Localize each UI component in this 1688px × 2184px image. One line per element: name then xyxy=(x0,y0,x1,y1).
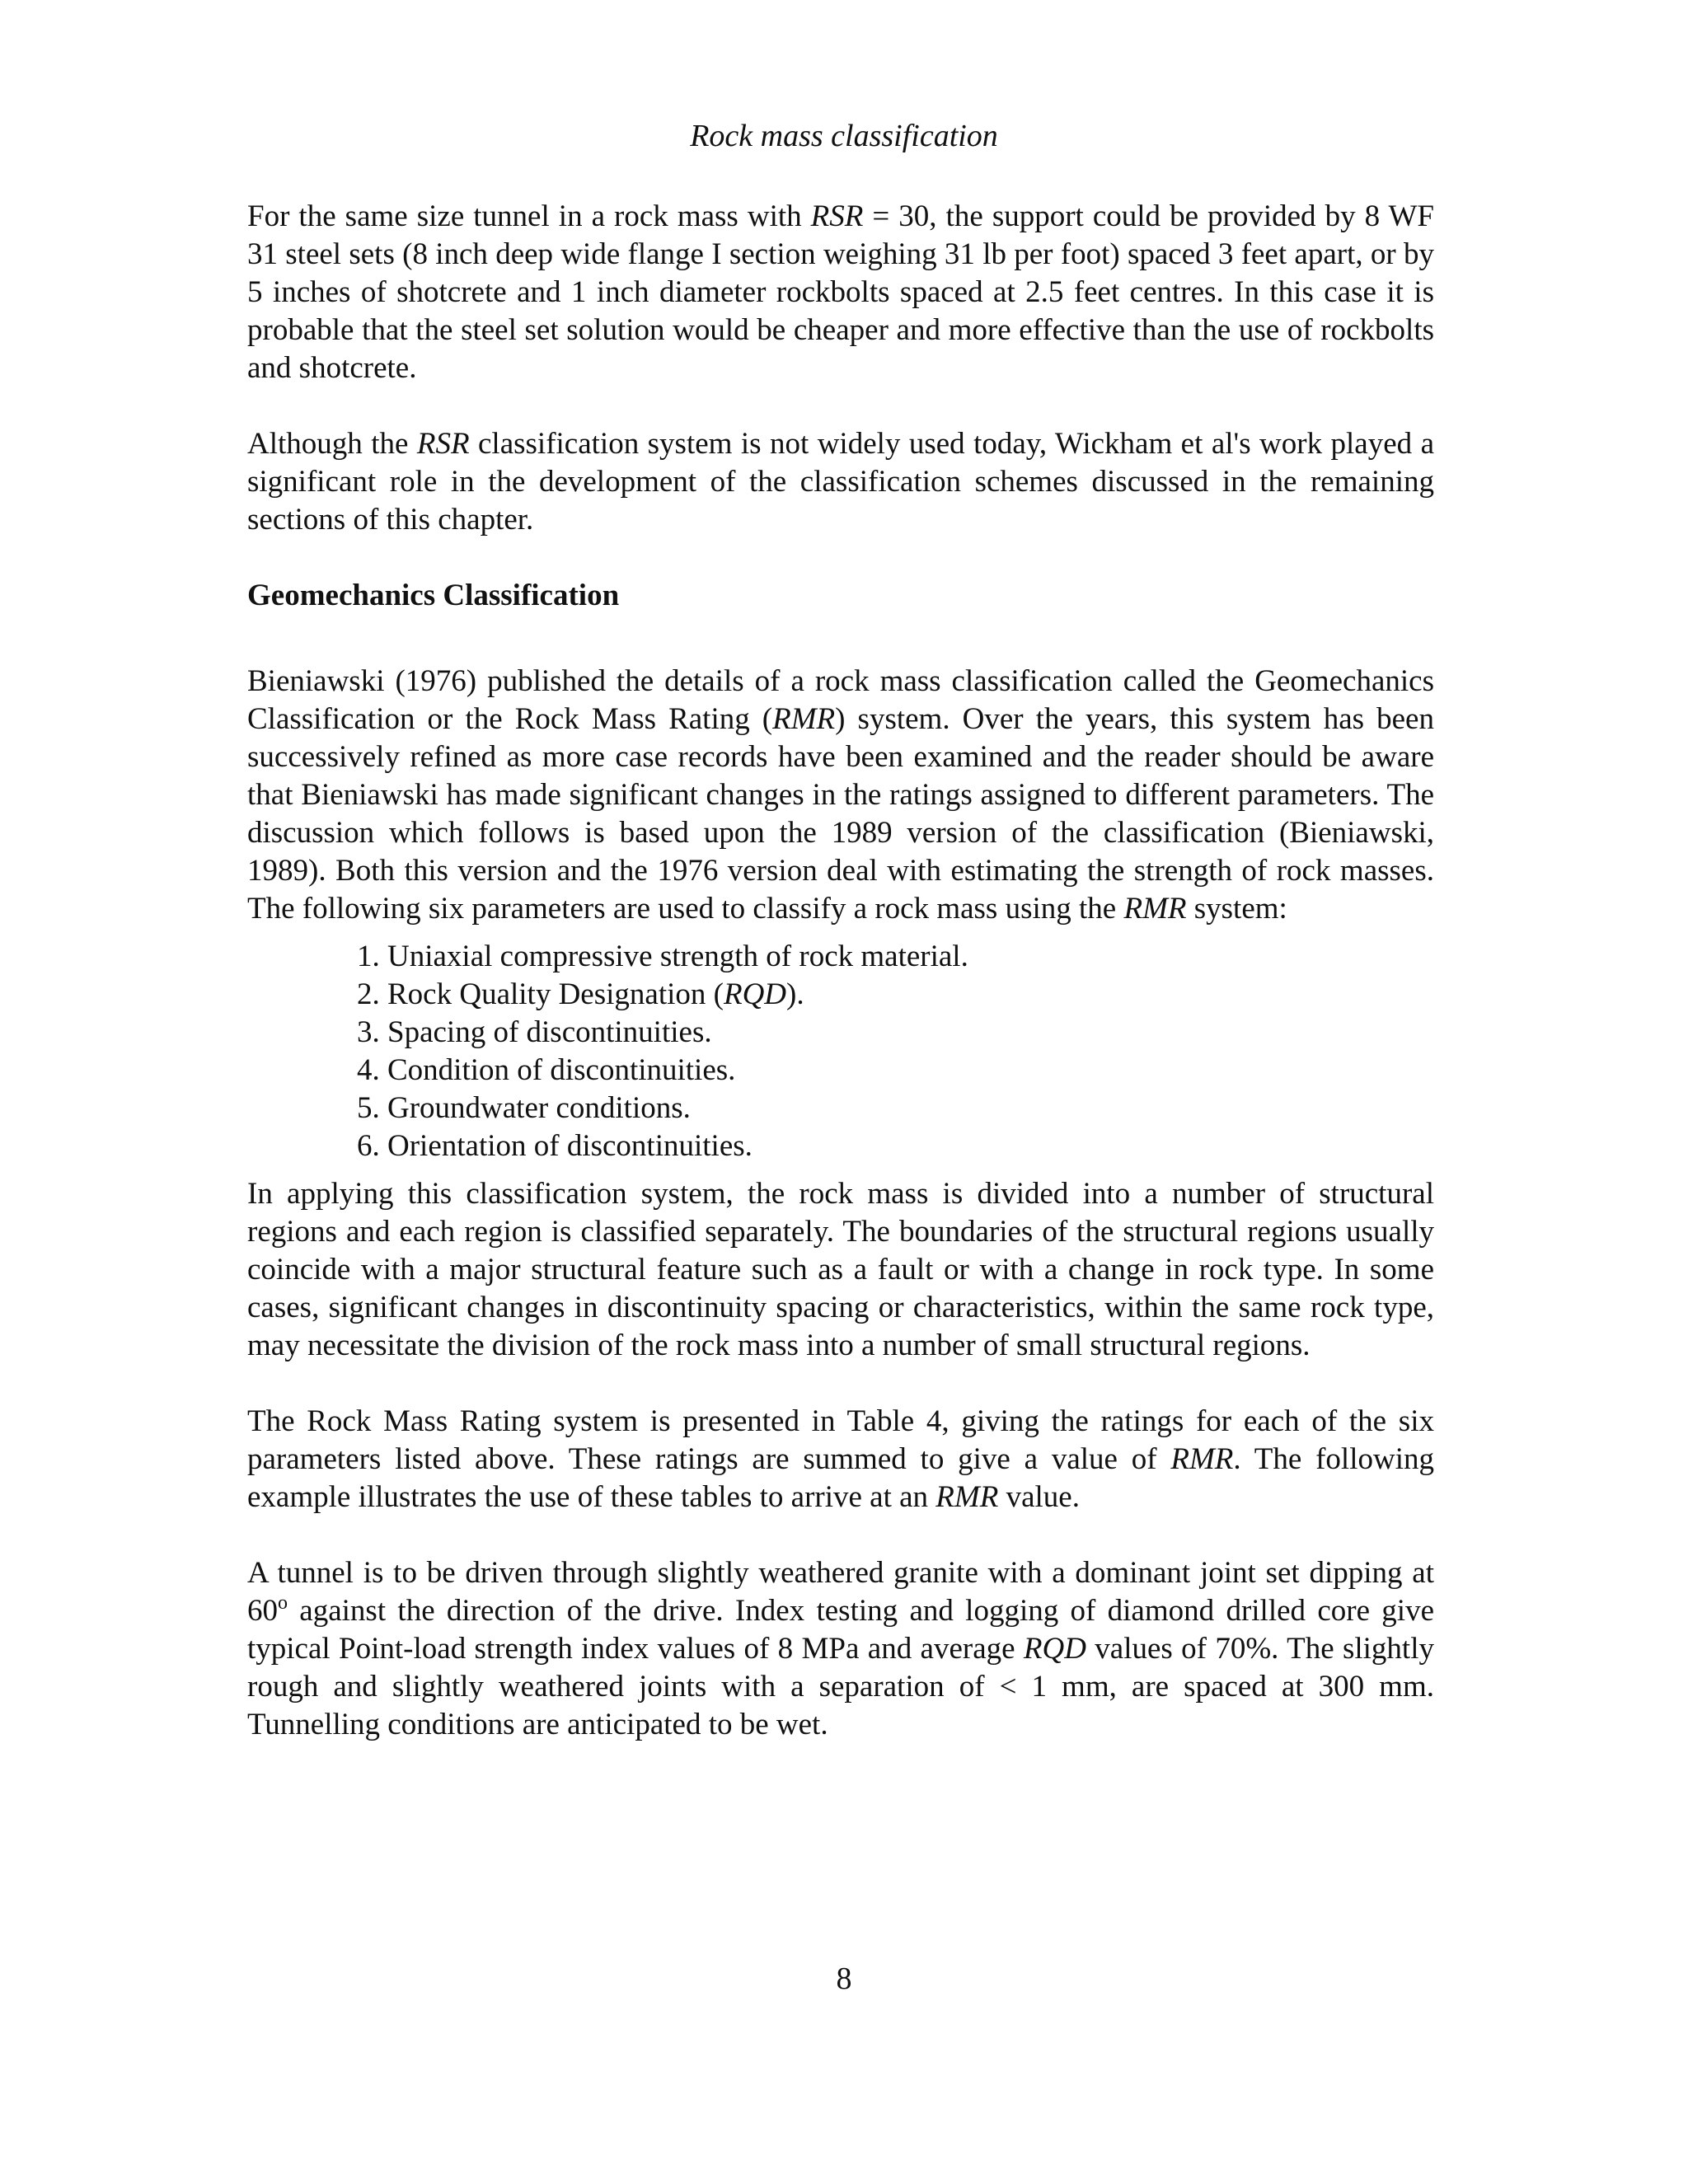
paragraph-tunnel-example xyxy=(247,1554,1434,1744)
text-run: ) system. Over the years, this system has been successively refined as more case records have been examined and the reader should be aware that Bieniawski has made significant changes in the ratings assigned to different parameters. The discussion which follows is based upon the 1989 version of the classification (Bieniawski, 1989). Both this version and the 1976 version deal with estimating the strength of rock masses. The following six parameters are used to classify a rock mass using the xyxy=(247,702,1434,926)
section-heading: Geomechanics Classification xyxy=(247,579,620,612)
text-run: = 30, the support could be provided by 8 WF 31 steel sets (8 inch deep wide flange I section weighing 31 lb per foot) spaced 3 feet apart, or by 5 inches of shotcrete and 1 inch diameter rockbolts spaced at 2.5 feet centres. In this case it is probable that the steel set solution would be cheaper and more effective than the use of rockbolts and shotcrete. xyxy=(247,199,1434,385)
term-rsr: RSR xyxy=(416,427,470,461)
paragraph-structural-regions: In applying this classification system, the rock mass is divided into a number of structural regions and each region is classified separately. The boundaries of the structural regions usually coincide with a major structural feature such as a fault or with a change in rock type. In some cases, significant changes in discontinuity spacing or characteristics, within the same rock type, may necessitate the division of the rock mass into a number of small structural regions. xyxy=(247,1177,1434,1362)
text-run: values of 70%. The slightly rough and slightly weathered joints with a separation of < 1 mm, are spaced at 300 mm. Tunnelling conditions are anticipated to be wet. xyxy=(247,1632,1434,1741)
paragraph-rsr-support xyxy=(247,198,1434,387)
term-rmr: RMR xyxy=(935,1480,999,1514)
page-number: 8 xyxy=(836,1961,852,1996)
term-rqd: RQD xyxy=(723,977,787,1011)
paragraph-rmr-table xyxy=(247,1403,1434,1516)
term-rmr: RMR xyxy=(1170,1442,1234,1476)
list-item xyxy=(357,976,1434,1014)
text-run: For the same size tunnel in a rock mass with xyxy=(247,199,811,233)
text-run: . The following example illustrates the use of these tables to arrive at an xyxy=(247,1442,1434,1514)
list-item: 1. Uniaxial compressive strength of rock material. xyxy=(357,940,968,973)
text-run: system: xyxy=(1186,892,1287,926)
paragraph-rsr-usage xyxy=(247,425,1434,539)
list-item: 5. Groundwater conditions. xyxy=(357,1091,691,1125)
text-run: value. xyxy=(998,1480,1080,1514)
paragraph-bieniawski xyxy=(247,663,1434,928)
text-run: A tunnel is to be driven through slightly weathered granite with a dominant joint set dipping at 60 xyxy=(247,1556,1434,1628)
term-rsr: RSR xyxy=(810,199,864,233)
text-run: Bieniawski (1976) published the details of a rock mass classification called the Geomechanics Classification or the Rock Mass Rating ( xyxy=(247,664,1434,736)
parameter-list xyxy=(247,938,1434,1165)
term-rqd: RQD xyxy=(1023,1632,1086,1666)
text-run: The Rock Mass Rating system is presented in Table 4, giving the ratings for each of the six parameters listed above. These ratings are summed to give a value of xyxy=(247,1404,1434,1476)
text-run: against the direction of the drive. Index testing and logging of diamond drilled core give typical Point-load strength index values of 8 MPa and average xyxy=(247,1594,1434,1666)
list-item: 6. Orientation of discontinuities. xyxy=(357,1129,753,1163)
text-run: ). xyxy=(786,977,804,1011)
list-item: 3. Spacing of discontinuities. xyxy=(357,1015,712,1049)
text-run: classification system is not widely used today, Wickham et al's work played a significant role in the development of the classification schemes discussed in the remaining sections of this chapter. xyxy=(247,427,1434,537)
list-item: 4. Condition of discontinuities. xyxy=(357,1053,736,1087)
term-rmr: RMR xyxy=(1123,892,1187,926)
body-text xyxy=(247,198,1434,1744)
term-rmr: RMR xyxy=(772,702,836,736)
running-title: Rock mass classification xyxy=(690,119,998,153)
text-run: Although the xyxy=(247,427,417,461)
text-run: 2. Rock Quality Designation ( xyxy=(357,977,724,1011)
degree-superscript: o xyxy=(278,1592,288,1614)
